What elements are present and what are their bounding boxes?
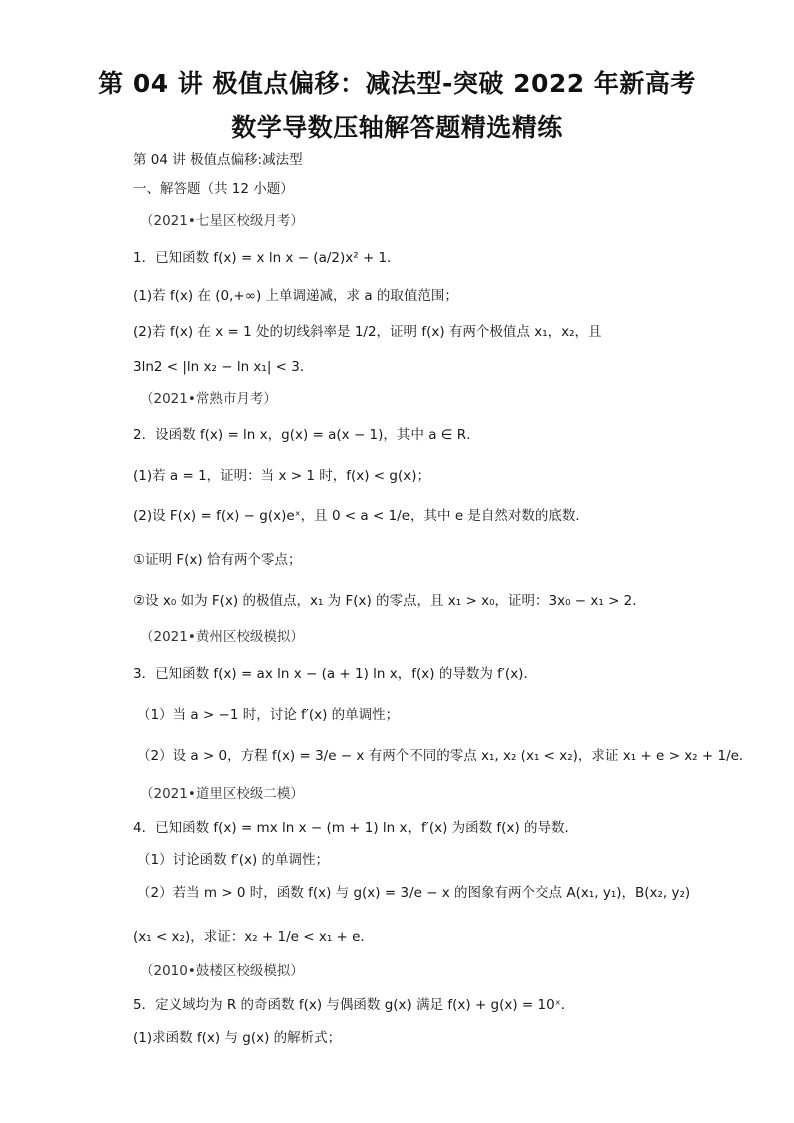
q1-part-2-inequality: 3ln2 < |ln x₂ − ln x₁| < 3． <box>133 359 314 375</box>
q3-part-1: （1）当 a > −1 时，讨论 f′(x) 的单调性； <box>137 707 400 723</box>
q1-part-2: (2)若 f(x) 在 x = 1 处的切线斜率是 1/2，证明 f(x) 有两个极值点 x₁，x₂，且 <box>133 324 602 340</box>
q1-part-1: (1)若 f(x) 在 (0,+∞) 上单调递减，求 a 的取值范围； <box>133 288 458 304</box>
q2-source: （2021•常熟市月考） <box>140 391 277 407</box>
q2-part-2: (2)设 F(x) = f(x) − g(x)eˣ，且 0 < a < 1/e，其中 e 是自然对数的底数． <box>133 508 589 524</box>
q1-stem: 1．已知函数 f(x) = x ln x − (a/2)x² + 1． <box>133 250 401 266</box>
lecture-subtitle: 第 04 讲 极值点偏移:减法型 <box>133 152 303 168</box>
q1-source: （2021•七星区校级月考） <box>140 213 304 229</box>
q4-stem: 4．已知函数 f(x) = mx ln x − (m + 1) ln x，f′(x) 为函数 f(x) 的导数． <box>133 820 578 836</box>
q4-part-2-conclusion: (x₁ < x₂)，求证：x₂ + 1/e < x₁ + e． <box>133 929 374 945</box>
q2-sub-2: ②设 x₀ 如为 F(x) 的极值点，x₁ 为 F(x) 的零点，且 x₁ > x₀，证明：3x₀ − x₁ > 2． <box>133 593 646 609</box>
q5-stem: 5．定义域均为 R 的奇函数 f(x) 与偶函数 g(x) 满足 f(x) + g(x) = 10ˣ． <box>133 997 575 1013</box>
q5-source: （2010•鼓楼区校级模拟） <box>140 963 304 979</box>
q5-part-1: (1)求函数 f(x) 与 g(x) 的解析式； <box>133 1030 342 1046</box>
section-heading: 一、解答题（共 12 小题） <box>133 181 294 197</box>
q4-source: （2021•道里区校级二模） <box>140 786 304 802</box>
q2-sub-1: ①证明 F(x) 恰有两个零点； <box>133 552 302 568</box>
q3-stem: 3．已知函数 f(x) = ax ln x − (a + 1) ln x，f(x) 的导数为 f′(x)． <box>133 666 537 682</box>
q3-source: （2021•黄州区校级模拟） <box>140 629 304 645</box>
document-title-line-1: 第 04 讲 极值点偏移：减法型-突破 2022 年新高考 <box>98 69 696 98</box>
document-title-line-2: 数学导数压轴解答题精选精练 <box>231 113 563 142</box>
q3-part-2: （2）设 a > 0，方程 f(x) = 3/e − x 有两个不同的零点 x₁, x₂ (x₁ < x₂)，求证 x₁ + e > x₂ + 1/e． <box>137 748 753 764</box>
q4-part-2: （2）若当 m > 0 时，函数 f(x) 与 g(x) = 3/e − x 的图象有两个交点 A(x₁, y₁)，B(x₂, y₂) <box>137 885 691 901</box>
q4-part-1: （1）讨论函数 f′(x) 的单调性； <box>137 852 330 868</box>
q2-part-1: (1)若 a = 1，证明：当 x > 1 时，f(x) < g(x)； <box>133 468 430 484</box>
q2-stem: 2．设函数 f(x) = ln x，g(x) = a(x − 1)，其中 a ∈ R． <box>133 427 480 443</box>
